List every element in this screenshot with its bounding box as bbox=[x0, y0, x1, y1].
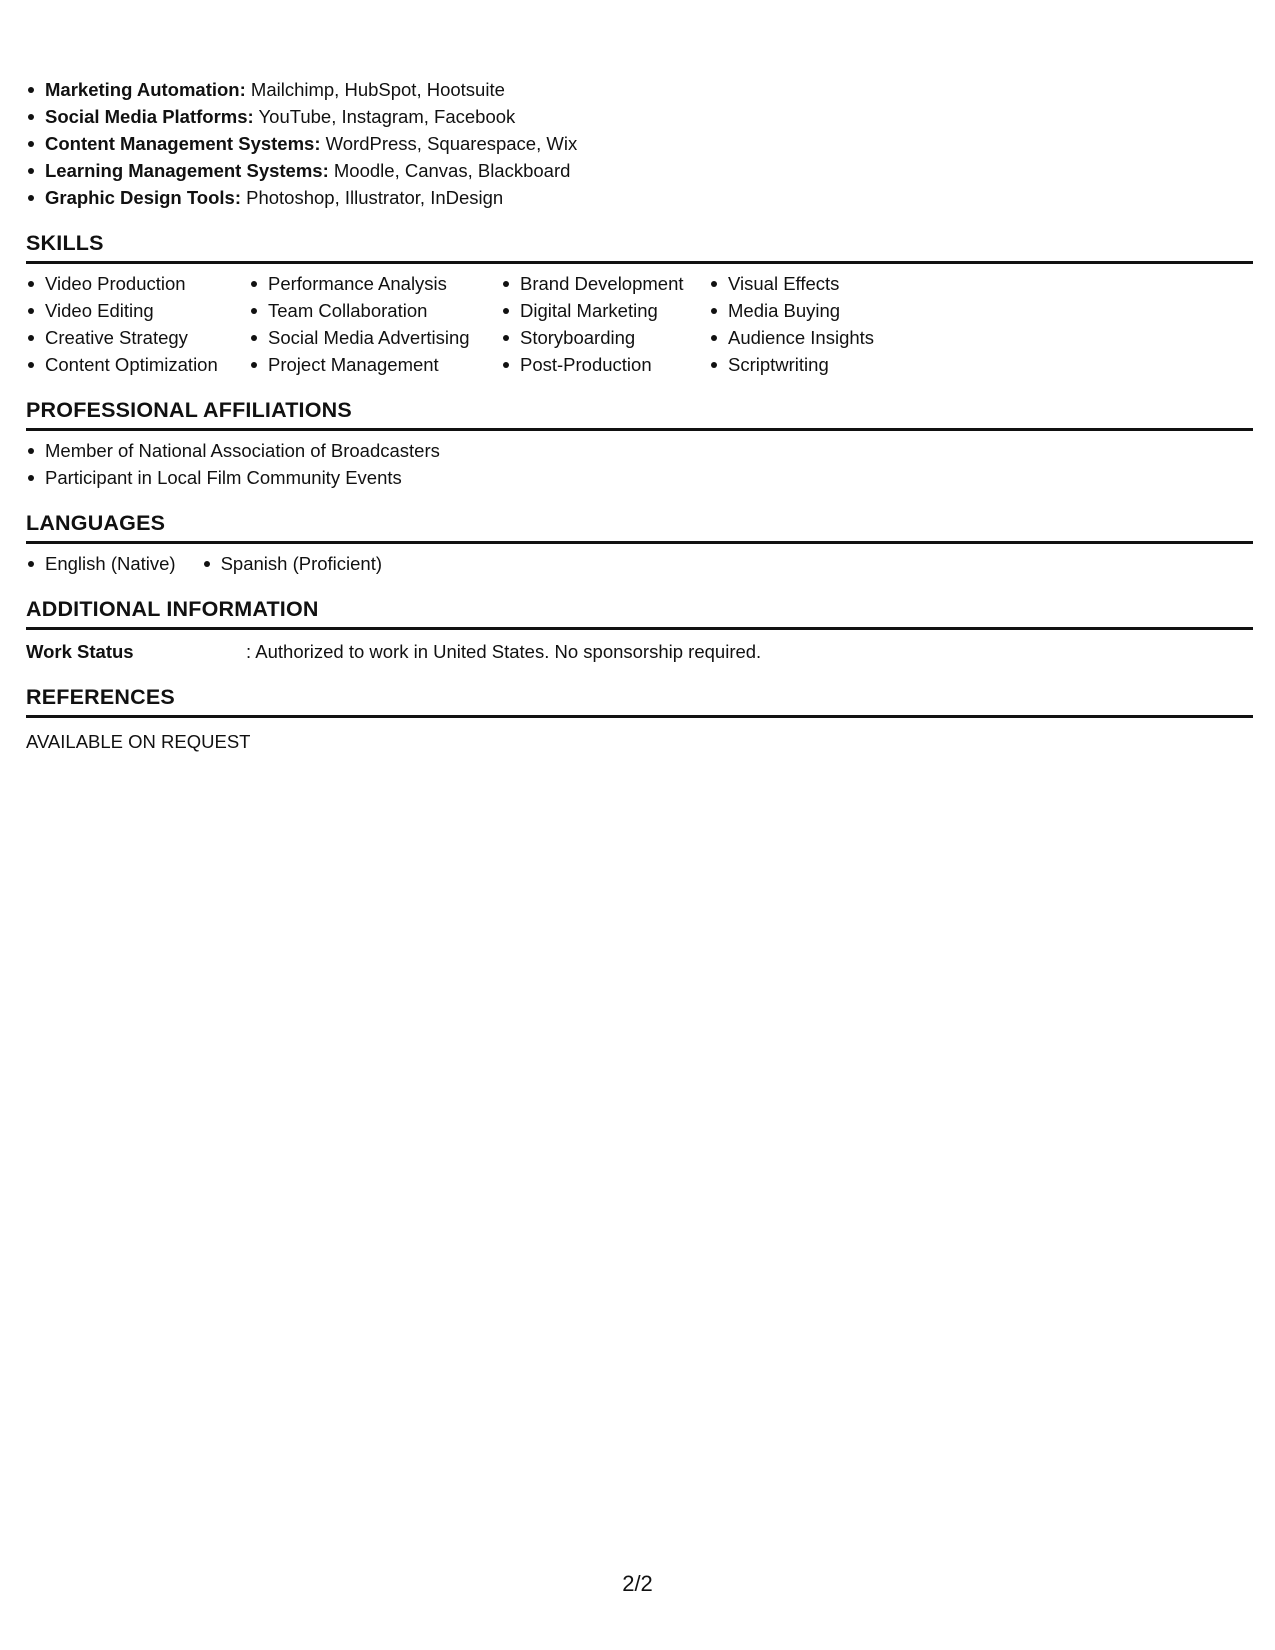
tool-value: Photoshop, Illustrator, InDesign bbox=[240, 187, 504, 208]
skill-item: Brand Development bbox=[501, 270, 709, 297]
tool-item-learning-management-systems bbox=[26, 157, 1253, 184]
skill-item: Digital Marketing bbox=[501, 297, 709, 324]
additional-info-heading: ADDITIONAL INFORMATION bbox=[26, 595, 1253, 630]
tool-label: Graphic Design Tools: bbox=[45, 187, 241, 208]
resume-page bbox=[26, 76, 1253, 755]
skills-column-2 bbox=[249, 270, 501, 378]
affiliations-heading: PROFESSIONAL AFFILIATIONS bbox=[26, 396, 1253, 431]
tool-value: Moodle, Canvas, Blackboard bbox=[328, 160, 571, 181]
skill-item: Audience Insights bbox=[709, 324, 909, 351]
tool-value: YouTube, Instagram, Facebook bbox=[253, 106, 516, 127]
languages-heading: LANGUAGES bbox=[26, 509, 1253, 544]
skills-column-3 bbox=[501, 270, 709, 378]
affiliation-item: Participant in Local Film Community Events bbox=[26, 464, 1253, 491]
languages-list bbox=[26, 550, 1253, 577]
tool-item-content-management-systems bbox=[26, 130, 1253, 157]
skill-item: Media Buying bbox=[709, 297, 909, 324]
tools-list bbox=[26, 76, 1253, 211]
tool-label: Social Media Platforms: bbox=[45, 106, 254, 127]
skills-column-4 bbox=[709, 270, 909, 378]
skill-item: Creative Strategy bbox=[26, 324, 249, 351]
work-status-row bbox=[26, 638, 1253, 665]
language-item: Spanish (Proficient) bbox=[202, 550, 382, 577]
skill-item: Content Optimization bbox=[26, 351, 249, 378]
skill-item: Scriptwriting bbox=[709, 351, 909, 378]
tool-label: Marketing Automation: bbox=[45, 79, 246, 100]
work-status-label: Work Status bbox=[26, 641, 134, 662]
skill-item: Project Management bbox=[249, 351, 501, 378]
skills-grid bbox=[26, 270, 1253, 378]
language-item: English (Native) bbox=[26, 550, 176, 577]
skill-item: Performance Analysis bbox=[249, 270, 501, 297]
skill-item: Team Collaboration bbox=[249, 297, 501, 324]
tool-value: WordPress, Squarespace, Wix bbox=[320, 133, 578, 154]
skill-item: Visual Effects bbox=[709, 270, 909, 297]
skill-item: Video Production bbox=[26, 270, 249, 297]
tool-item-graphic-design-tools bbox=[26, 184, 1253, 211]
affiliation-item: Member of National Association of Broadcasters bbox=[26, 437, 1253, 464]
tool-item-marketing-automation bbox=[26, 76, 1253, 103]
affiliations-list bbox=[26, 437, 1253, 491]
tool-item-social-media-platforms bbox=[26, 103, 1253, 130]
tool-label: Content Management Systems: bbox=[45, 133, 321, 154]
references-heading: REFERENCES bbox=[26, 683, 1253, 718]
skill-item: Video Editing bbox=[26, 297, 249, 324]
skills-column-1 bbox=[26, 270, 249, 378]
page-number: 2/2 bbox=[622, 1571, 653, 1596]
skill-item: Post-Production bbox=[501, 351, 709, 378]
tool-label: Learning Management Systems: bbox=[45, 160, 329, 181]
skill-item: Social Media Advertising bbox=[249, 324, 501, 351]
references-text: AVAILABLE ON REQUEST bbox=[26, 731, 251, 752]
skill-item: Storyboarding bbox=[501, 324, 709, 351]
work-status-value: : Authorized to work in United States. No sponsorship required. bbox=[246, 641, 762, 662]
skills-heading: SKILLS bbox=[26, 229, 1253, 264]
tool-value: Mailchimp, HubSpot, Hootsuite bbox=[245, 79, 505, 100]
